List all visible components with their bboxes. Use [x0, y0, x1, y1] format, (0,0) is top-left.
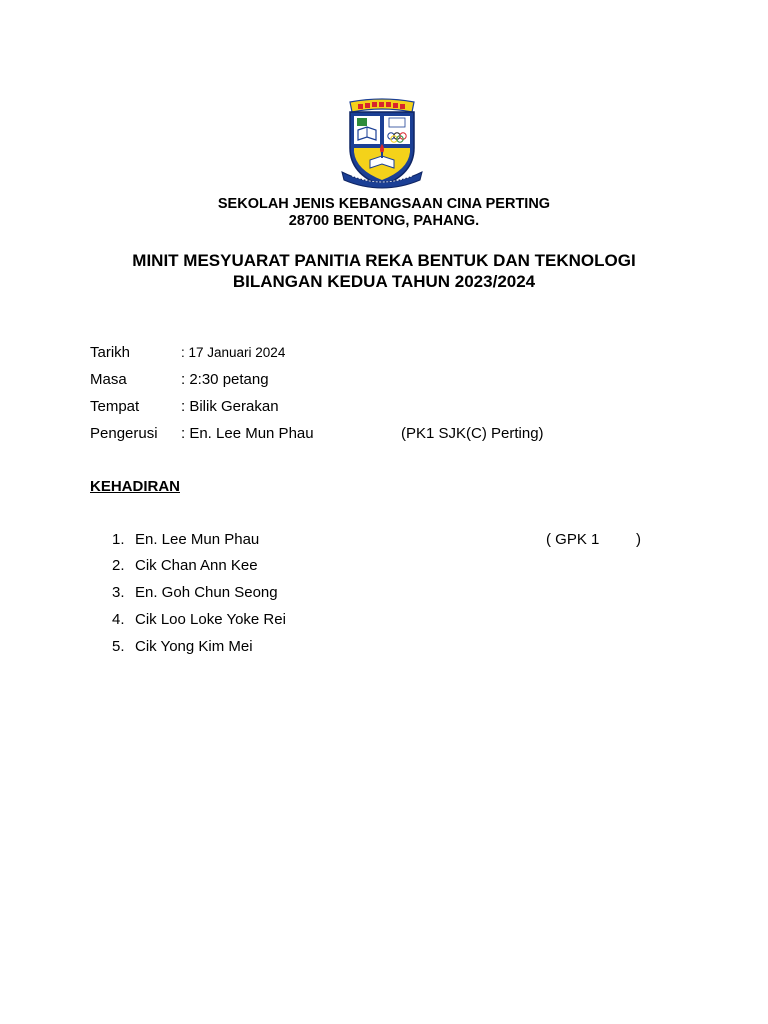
attendance-item: [112, 530, 672, 550]
attendance-item: [112, 556, 672, 576]
school-crest-icon: [332, 96, 432, 192]
attendance-item: [112, 583, 672, 603]
attendance-item: [112, 610, 672, 630]
tarikh-value: : 17 Januari 2024: [181, 345, 286, 360]
attendance-heading: KEHADIRAN: [90, 478, 180, 495]
school-address: 28700 BENTONG, PAHANG.: [288, 213, 480, 229]
attendance-item: [112, 637, 672, 657]
masa-label: Masa: [90, 371, 127, 388]
document-title-line2: BILANGAN KEDUA TAHUN 2023/2024: [232, 272, 536, 291]
pengerusi-value: : En. Lee Mun Phau: [181, 425, 314, 442]
attendance-item-name: En. Goh Chun Seong: [135, 584, 278, 601]
attendance-item-name: Cik Yong Kim Mei: [135, 638, 253, 655]
pengerusi-label: Pengerusi: [90, 425, 158, 442]
document-title-line1: MINIT MESYUARAT PANITIA REKA BENTUK DAN TEKNOLOGI: [132, 251, 636, 270]
attendance-item-number: 3.: [112, 584, 125, 601]
attendance-item-name: En. Lee Mun Phau: [135, 531, 260, 548]
tempat-label: Tempat: [90, 398, 140, 415]
tempat-value: : Bilik Gerakan: [181, 398, 279, 415]
attendance-item-role: ( GPK 1: [546, 531, 600, 548]
school-name: SEKOLAH JENIS KEBANGSAAN CINA PERTING: [217, 196, 551, 212]
info-row-pengerusi: [90, 424, 690, 444]
school-crest-logo: [332, 96, 432, 192]
attendance-item-number: 5.: [112, 638, 125, 655]
attendance-item-name: Cik Chan Ann Kee: [135, 557, 258, 574]
masa-value: : 2:30 petang: [181, 371, 269, 388]
attendance-item-number: 2.: [112, 557, 125, 574]
tarikh-label: Tarikh: [90, 344, 131, 361]
attendance-item-number: 1.: [112, 531, 125, 548]
pengerusi-position: (PK1 SJK(C) Perting): [401, 425, 544, 442]
attendance-item-role-close: ): [636, 531, 641, 548]
attendance-item-number: 4.: [112, 611, 125, 628]
attendance-item-name: Cik Loo Loke Yoke Rei: [135, 611, 286, 628]
